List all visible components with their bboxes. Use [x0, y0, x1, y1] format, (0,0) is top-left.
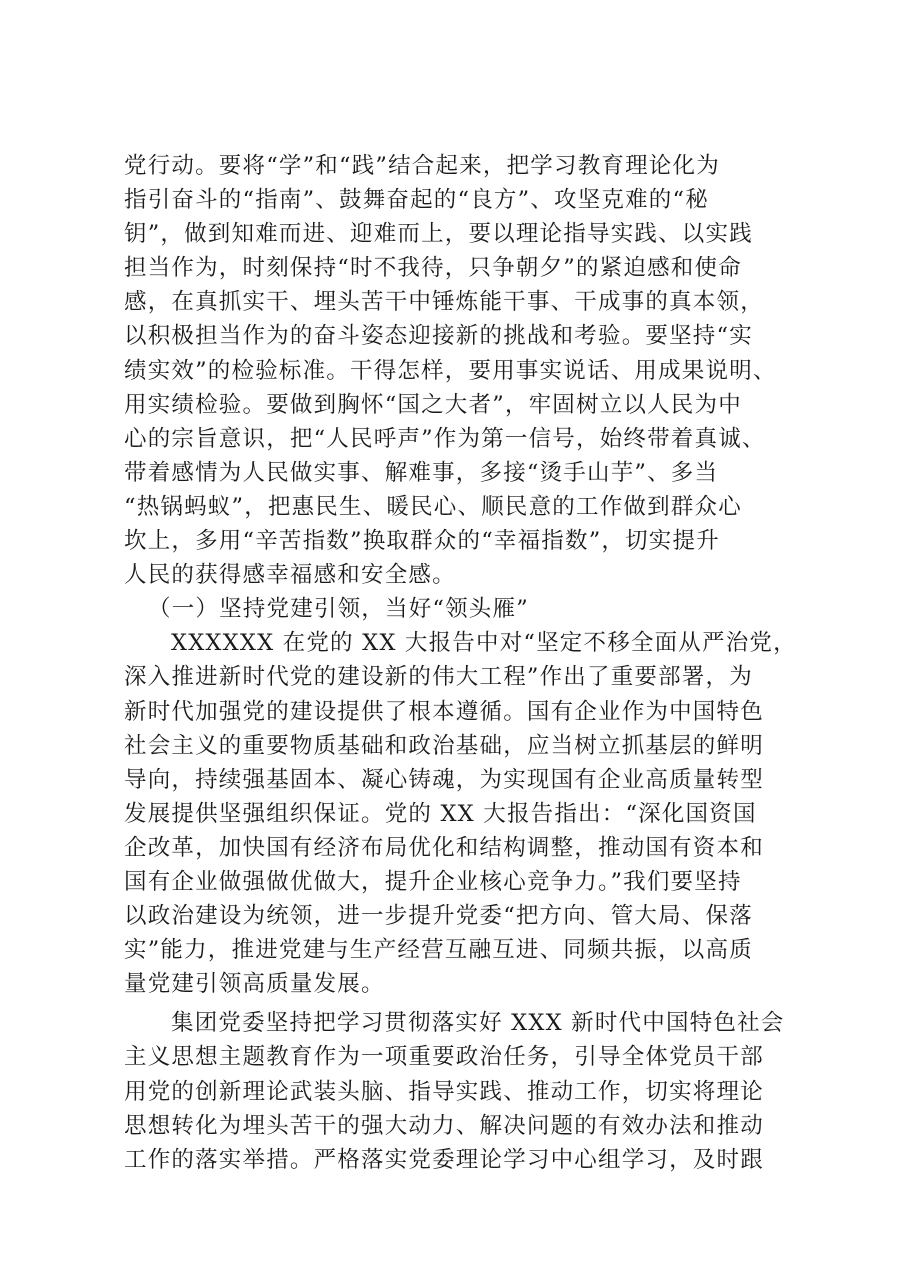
text-line: 企改革，加快国有经济布局优化和结构调整，推动国有资本和: [124, 834, 764, 861]
text-line: 绩实效”的检验标准。干得怎样，要用事实说话、用成果说明、: [124, 357, 777, 384]
text-line: 感，在真抓实干、埋头苦干中锤炼能干事、干成事的真本领，: [124, 289, 764, 316]
text-line: 坎上，多用“辛苦指数”换取群众的“幸福指数”，切实提升: [124, 528, 720, 555]
text-line: 发展提供坚强组织保证。党的 XX 大报告指出：“深化国资国: [124, 800, 757, 827]
text-line: 党行动。要将“学”和“践”结合起来，把学习教育理论化为: [124, 153, 720, 179]
text-line: 用实绩检验。要做到胸怀“国之大者”，牢固树立以人民为中: [124, 391, 742, 418]
text-line: 担当作为，时刻保持“时不我待，只争朝夕”的紧迫感和使命: [124, 255, 742, 282]
text-line: 心的宗旨意识，把“人民呼声”作为第一信号，始终带着真诚、: [124, 425, 766, 452]
text-line: 导向，持续强基固本、凝心铸魂，为实现国有企业高质量转型: [124, 766, 764, 793]
document-body: [124, 149, 804, 1177]
text-line: 实”能力，推进党建与生产经营互融互进、同频共振，以高质: [124, 937, 753, 964]
text-line: 以政治建设为统领，进一步提升党委“把方向、管大局、保落: [124, 903, 753, 930]
text-line: XXXXXX 在党的 XX 大报告中对“坚定不移全面从严治党，: [171, 630, 797, 657]
text-line: 带着感情为人民做实事、解难事，多接“烫手山芋”、多当: [124, 459, 719, 486]
text-line: 指引奋斗的“指南”、鼓舞奋起的“良方”、攻坚克难的“秘: [124, 187, 709, 214]
text-line: 主义思想主题教育作为一项重要政治任务，引导全体党员干部: [124, 1044, 764, 1071]
text-line: “热锅蚂蚁”，把惠民生、暖民心、顺民意的工作做到群众心: [124, 493, 742, 520]
text-line: 以积极担当作为的奋斗姿态迎接新的挑战和考验。要坚持“实: [124, 323, 753, 350]
text-line: 新时代加强党的建设提供了根本遵循。国有企业作为中国特色: [124, 698, 764, 725]
text-line: 人民的获得感幸福感和安全感。: [124, 562, 456, 589]
paragraph-2: [124, 626, 804, 1001]
text-line: 社会主义的重要物质基础和政治基础，应当树立抓基层的鲜明: [124, 732, 764, 759]
text-line: 集团党委坚持把学习贯彻落实好 XXX 新时代中国特色社会: [171, 1010, 785, 1037]
text-line: 量党建引领高质量发展。: [124, 971, 385, 998]
section-heading: （一）坚持党建引领，当好“领头雁”: [148, 596, 529, 623]
text-line: 深入推进新时代党的建设新的伟大工程”作出了重要部署，为: [124, 664, 753, 691]
text-line: 用党的创新理论武装头脑、指导实践、推动工作，切实将理论: [124, 1078, 764, 1105]
text-line: 国有企业做强做优做大，提升企业核心竞争力。”我们要坚持: [124, 868, 742, 895]
paragraph-1: [124, 149, 804, 592]
text-line: 钥”，做到知难而进、迎难而上，要以理论指导实践、以实践: [124, 221, 753, 248]
text-line: 思想转化为埋头苦干的强大动力、解决问题的有效办法和推动: [124, 1112, 764, 1139]
paragraph-3: [124, 1006, 804, 1176]
text-line: 工作的落实举措。严格落实党委理论学习中心组学习，及时跟: [124, 1146, 764, 1173]
